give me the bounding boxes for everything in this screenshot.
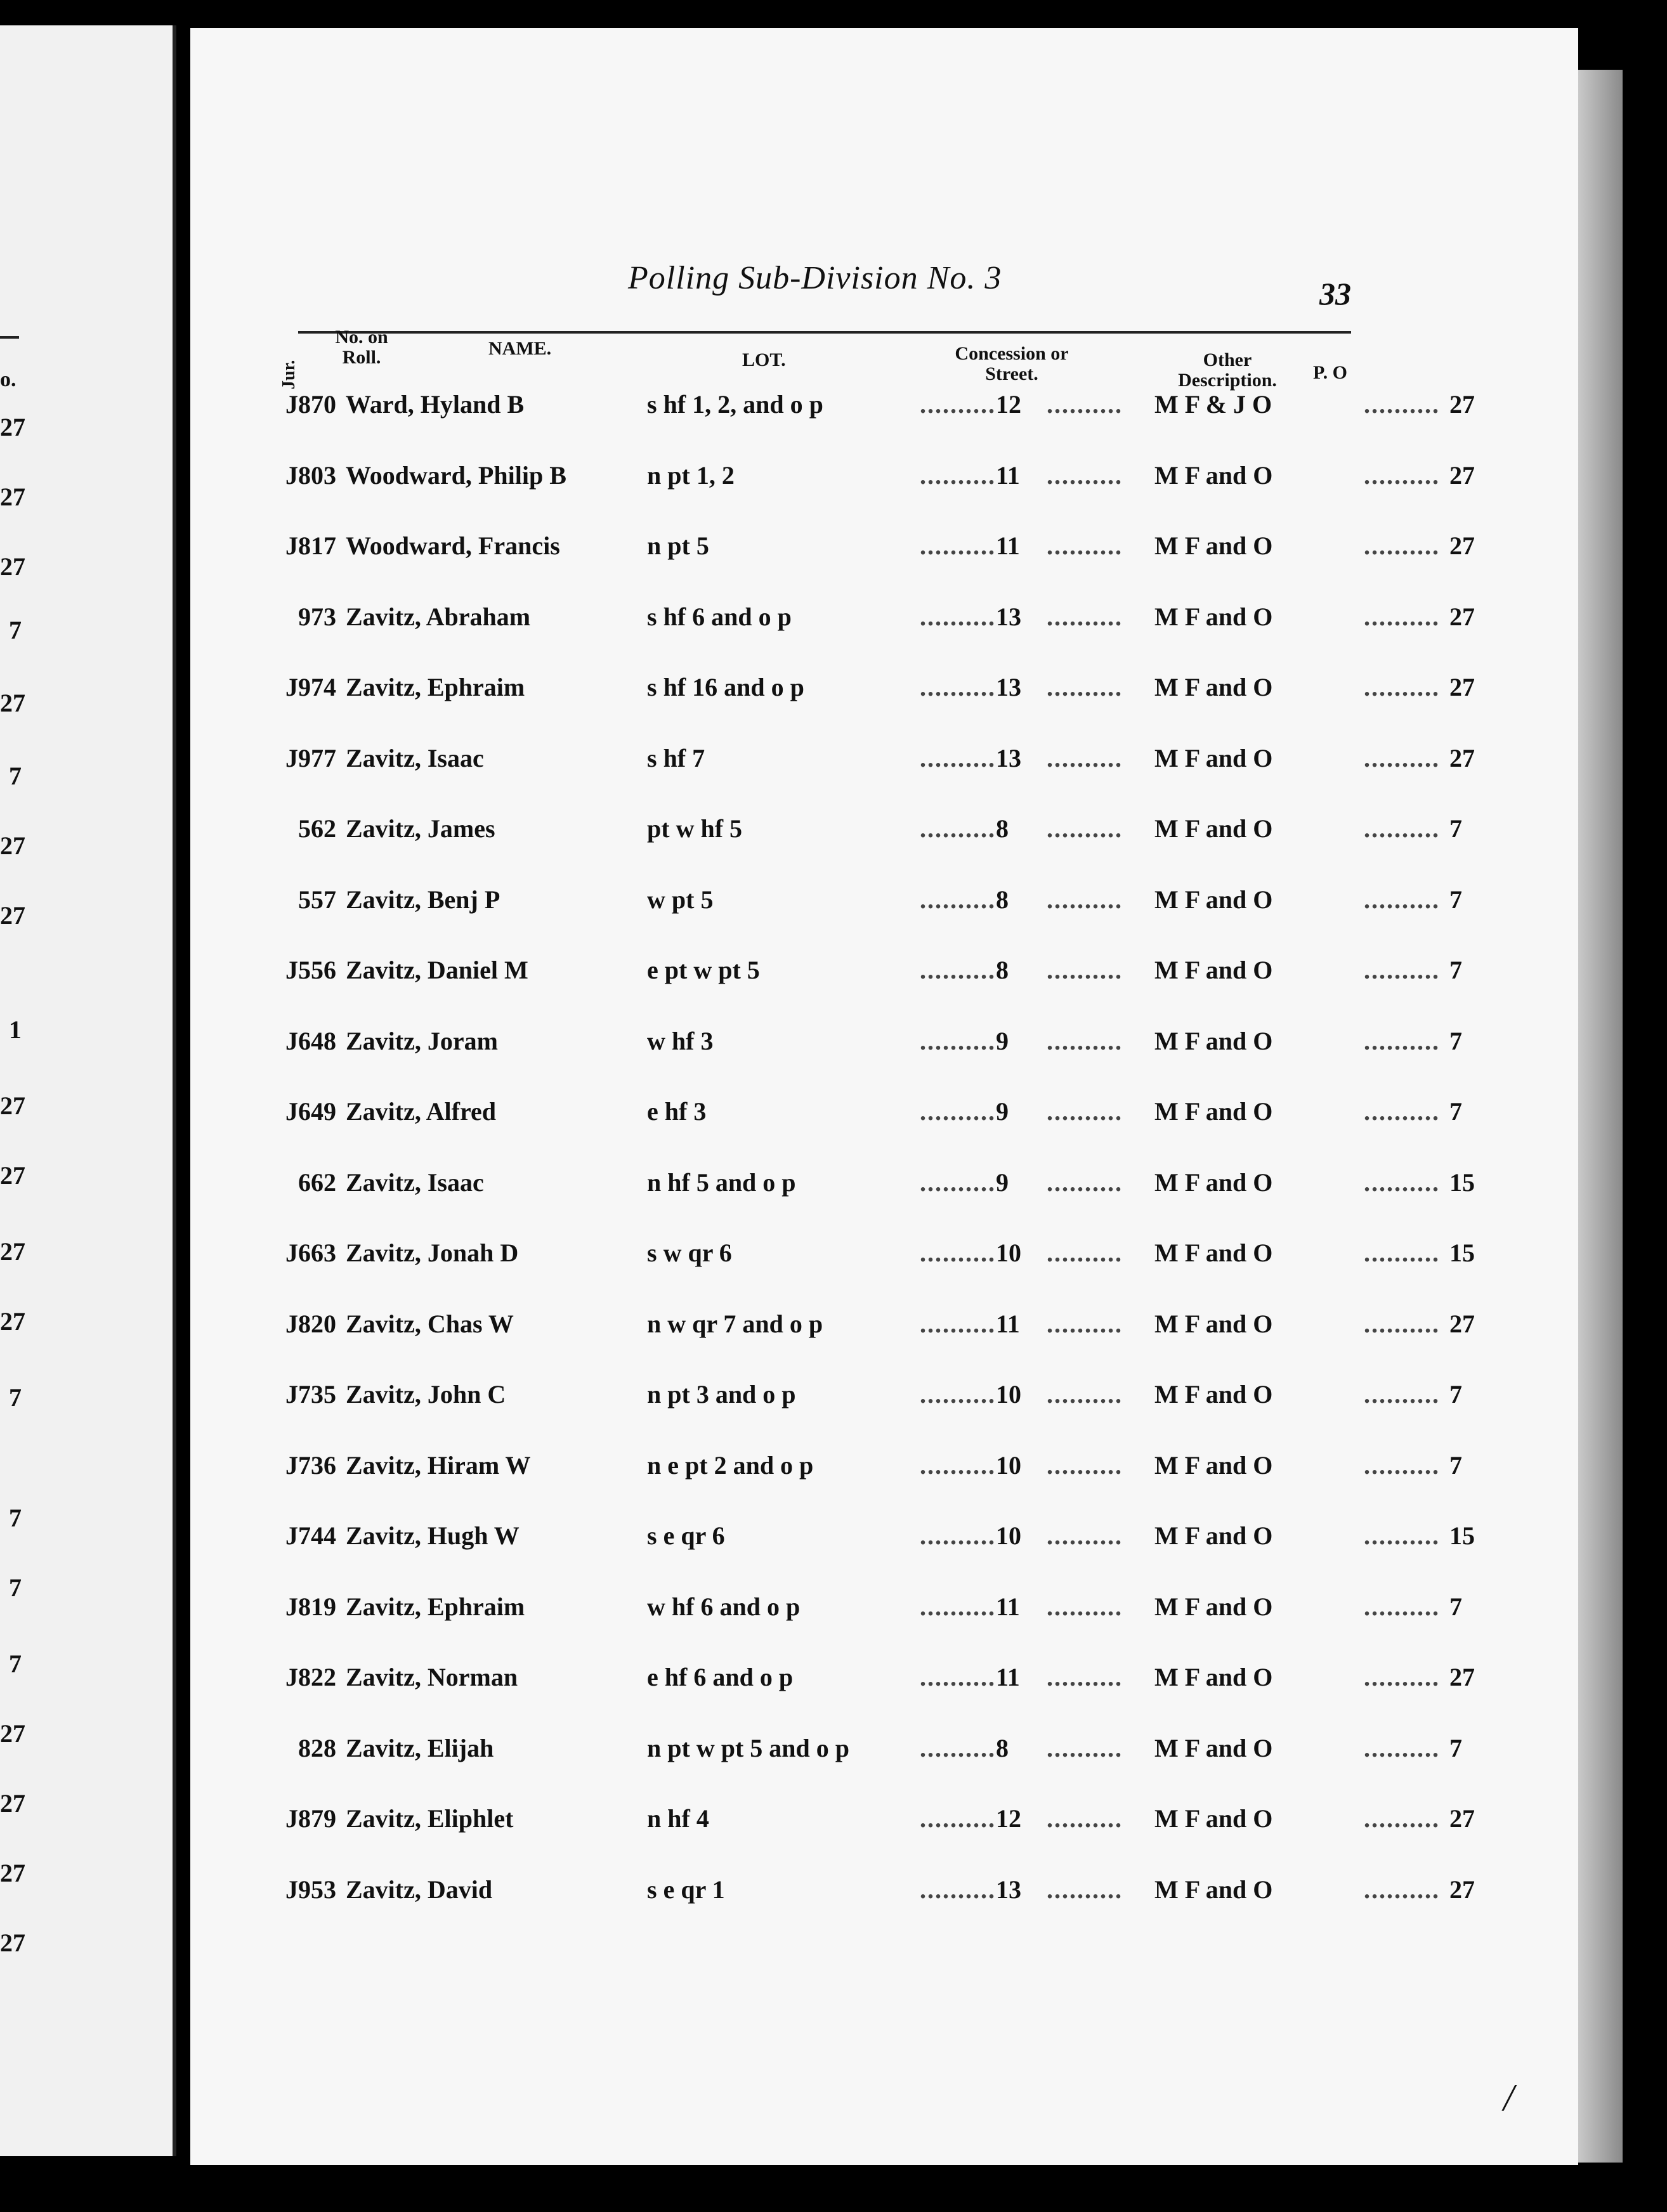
table-row: [190, 1379, 1578, 1417]
leader-dots: ..........: [920, 1663, 996, 1691]
leader-dots: ..........: [1364, 1734, 1440, 1762]
left-page-value: 7: [9, 616, 22, 644]
left-page-value: 7: [9, 1573, 22, 1602]
voter-name: Zavitz, David: [346, 1875, 493, 1904]
left-page-value: 1: [9, 1015, 22, 1044]
post-office: 27: [1449, 531, 1475, 560]
leader-dots: ..........: [1364, 461, 1440, 490]
lot: w pt 5: [647, 885, 714, 914]
voter-name: Zavitz, Elijah: [346, 1734, 494, 1762]
leader-dots: ..........: [920, 1875, 996, 1904]
leader-dots: ..........: [1047, 956, 1123, 984]
table-row: [190, 1026, 1578, 1064]
post-office: 7: [1449, 885, 1462, 914]
leader-dots: ..........: [1364, 814, 1440, 843]
concession: 8: [996, 1734, 1009, 1762]
roll-number: J648: [285, 1027, 336, 1055]
roll-number: 973: [298, 602, 336, 631]
leader-dots: ..........: [1047, 1663, 1123, 1691]
post-office: 27: [1449, 673, 1475, 701]
post-office: 7: [1449, 1451, 1462, 1480]
leader-dots: ..........: [1047, 1239, 1123, 1267]
other-description: M F and O: [1154, 1380, 1273, 1409]
table-row: [190, 602, 1578, 640]
lot: e hf 3: [647, 1097, 707, 1126]
voter-name: Zavitz, John C: [346, 1380, 506, 1409]
left-page-value: 27: [0, 552, 25, 581]
leader-dots: ..........: [1364, 531, 1440, 560]
voter-name: Zavitz, Jonah D: [346, 1239, 519, 1267]
voter-name: Zavitz, Isaac: [346, 744, 484, 772]
leader-dots: ..........: [920, 1592, 996, 1621]
voter-name: Zavitz, James: [346, 814, 495, 843]
leader-dots: ..........: [1047, 1027, 1123, 1055]
lot: n pt 1, 2: [647, 461, 735, 490]
roll-number: J649: [285, 1097, 336, 1126]
lot: n hf 5 and o p: [647, 1168, 796, 1197]
leader-dots: ..........: [1364, 1663, 1440, 1691]
leader-dots: ..........: [1047, 1097, 1123, 1126]
other-description: M F and O: [1154, 673, 1273, 701]
concession: 9: [996, 1168, 1009, 1197]
table-row: [190, 1096, 1578, 1135]
leader-dots: ..........: [1047, 1451, 1123, 1480]
roll-number: J556: [285, 956, 336, 984]
other-description: M F and O: [1154, 1804, 1273, 1833]
leader-dots: ..........: [1047, 531, 1123, 560]
leader-dots: ..........: [920, 956, 996, 984]
voter-list: [190, 28, 1578, 2165]
other-description: M F and O: [1154, 1592, 1273, 1621]
column-header-concession: Concession or Street.: [955, 343, 1069, 384]
left-page-value: 7: [9, 1504, 22, 1532]
leader-dots: ..........: [920, 744, 996, 772]
post-office: 27: [1449, 1875, 1475, 1904]
other-description: M F and O: [1154, 744, 1273, 772]
table-row: [190, 955, 1578, 993]
roll-number: J817: [285, 531, 336, 560]
margin-mark: /: [1503, 2077, 1514, 2119]
leader-dots: ..........: [1364, 1239, 1440, 1267]
left-page-value: 27: [0, 689, 25, 717]
column-header-lot: LOT.: [742, 349, 786, 370]
leader-dots: ..........: [920, 1027, 996, 1055]
roll-number: 662: [298, 1168, 336, 1197]
voter-name: Zavitz, Ephraim: [346, 1592, 525, 1621]
column-header-name: NAME.: [488, 338, 552, 359]
leader-dots: ..........: [1047, 1168, 1123, 1197]
concession: 9: [996, 1097, 1009, 1126]
post-office: 27: [1449, 390, 1475, 419]
column-header-jur: Jur.: [279, 360, 299, 389]
left-page-heading: o.: [0, 368, 16, 391]
leader-dots: ..........: [1364, 956, 1440, 984]
leader-dots: ..........: [1364, 1521, 1440, 1550]
left-page-value: 7: [9, 1649, 22, 1678]
leader-dots: ..........: [920, 1097, 996, 1126]
concession: 13: [996, 602, 1021, 631]
table-row: [190, 885, 1578, 923]
left-page-value: 7: [9, 1383, 22, 1412]
other-description: M F and O: [1154, 814, 1273, 843]
leader-dots: ..........: [1364, 1027, 1440, 1055]
concession: 11: [996, 1663, 1020, 1691]
other-description: M F and O: [1154, 1451, 1273, 1480]
lot: s hf 1, 2, and o p: [647, 390, 823, 419]
left-page-value: 7: [9, 762, 22, 790]
other-description: M F and O: [1154, 1521, 1273, 1550]
lot: n hf 4: [647, 1804, 709, 1833]
left-page-value: 27: [0, 831, 25, 860]
voter-name: Zavitz, Isaac: [346, 1168, 484, 1197]
leader-dots: ..........: [1364, 390, 1440, 419]
leader-dots: ..........: [920, 1310, 996, 1338]
table-row: [190, 1238, 1578, 1276]
left-page-value: 27: [0, 1307, 25, 1336]
leader-dots: ..........: [1364, 673, 1440, 701]
column-header-roll: No. on Roll.: [335, 327, 388, 368]
lot: n pt w pt 5 and o p: [647, 1734, 850, 1762]
leader-dots: ..........: [1364, 1592, 1440, 1621]
leader-dots: ..........: [1047, 1592, 1123, 1621]
voter-name: Zavitz, Hugh W: [346, 1521, 520, 1550]
lot: w hf 3: [647, 1027, 714, 1055]
table-row: [190, 1662, 1578, 1700]
voter-name: Woodward, Francis: [346, 531, 560, 560]
table-row: [190, 1309, 1578, 1347]
voter-name: Ward, Hyland B: [346, 390, 525, 419]
left-page-value: 27: [0, 1091, 25, 1120]
leader-dots: ..........: [1047, 1734, 1123, 1762]
roll-number: J953: [285, 1875, 336, 1904]
leader-dots: ..........: [920, 531, 996, 560]
leader-dots: ..........: [920, 1168, 996, 1197]
lot: pt w hf 5: [647, 814, 743, 843]
post-office: 27: [1449, 1663, 1475, 1691]
leader-dots: ..........: [1364, 1310, 1440, 1338]
table-row: [190, 1804, 1578, 1842]
concession: 13: [996, 1875, 1021, 1904]
lot: w hf 6 and o p: [647, 1592, 801, 1621]
left-page-value: 27: [0, 413, 25, 441]
concession: 10: [996, 1380, 1021, 1409]
left-page-value: 27: [0, 1161, 25, 1190]
other-description: M F and O: [1154, 885, 1273, 914]
concession: 11: [996, 531, 1020, 560]
leader-dots: ..........: [920, 1380, 996, 1409]
other-description: M F & J O: [1154, 390, 1272, 419]
leader-dots: ..........: [1047, 602, 1123, 631]
leader-dots: ..........: [920, 390, 996, 419]
lot: n pt 5: [647, 531, 709, 560]
lot: e hf 6 and o p: [647, 1663, 794, 1691]
concession: 10: [996, 1239, 1021, 1267]
leader-dots: ..........: [920, 814, 996, 843]
post-office: 15: [1449, 1239, 1475, 1267]
roll-number: J736: [285, 1451, 336, 1480]
leader-dots: ..........: [1047, 814, 1123, 843]
concession: 12: [996, 1804, 1021, 1833]
voter-name: Zavitz, Abraham: [346, 602, 531, 631]
page-title: Polling Sub-Division No. 3: [628, 260, 1002, 296]
leader-dots: ..........: [1047, 1521, 1123, 1550]
post-office: 27: [1449, 461, 1475, 490]
left-page-value: 27: [0, 901, 25, 930]
voter-name: Zavitz, Hiram W: [346, 1451, 531, 1480]
table-row: [190, 1168, 1578, 1206]
left-page-value: 27: [0, 1859, 25, 1887]
leader-dots: ..........: [1364, 744, 1440, 772]
post-office: 15: [1449, 1168, 1475, 1197]
left-page-rule: [0, 336, 19, 339]
concession: 11: [996, 461, 1020, 490]
post-office: 27: [1449, 1310, 1475, 1338]
leader-dots: ..........: [920, 1734, 996, 1762]
concession: 10: [996, 1451, 1021, 1480]
other-description: M F and O: [1154, 602, 1273, 631]
table-row: [190, 389, 1578, 427]
left-page-value: 27: [0, 483, 25, 511]
table-row: [190, 1733, 1578, 1771]
leader-dots: ..........: [920, 461, 996, 490]
leader-dots: ..........: [1047, 461, 1123, 490]
concession: 13: [996, 673, 1021, 701]
leader-dots: ..........: [1047, 885, 1123, 914]
left-page-value: 27: [0, 1719, 25, 1748]
roll-number: J744: [285, 1521, 336, 1550]
voter-name: Woodward, Philip B: [346, 461, 566, 490]
concession: 8: [996, 956, 1009, 984]
leader-dots: ..........: [1364, 885, 1440, 914]
leader-dots: ..........: [1047, 390, 1123, 419]
leader-dots: ..........: [1364, 1168, 1440, 1197]
roll-number: J819: [285, 1592, 336, 1621]
table-row: [190, 1875, 1578, 1913]
concession: 10: [996, 1521, 1021, 1550]
post-office: 7: [1449, 1380, 1462, 1409]
other-description: M F and O: [1154, 1663, 1273, 1691]
table-row: [190, 1521, 1578, 1559]
document-page: [190, 28, 1578, 2165]
left-page-value: 27: [0, 1237, 25, 1266]
post-office: 7: [1449, 814, 1462, 843]
lot: n w qr 7 and o p: [647, 1310, 823, 1338]
leader-dots: ..........: [920, 885, 996, 914]
table-row: [190, 531, 1578, 569]
column-header-description: Other Description.: [1178, 349, 1277, 391]
post-office: 7: [1449, 1097, 1462, 1126]
other-description: M F and O: [1154, 1310, 1273, 1338]
lot: s e qr 1: [647, 1875, 725, 1904]
roll-number: 562: [298, 814, 336, 843]
table-row: [190, 460, 1578, 498]
lot: s e qr 6: [647, 1521, 725, 1550]
leader-dots: ..........: [1364, 1875, 1440, 1904]
lot: s hf 7: [647, 744, 705, 772]
voter-name: Zavitz, Alfred: [346, 1097, 497, 1126]
voter-name: Zavitz, Chas W: [346, 1310, 514, 1338]
table-row: [190, 1592, 1578, 1630]
table-row: [190, 743, 1578, 781]
concession: 11: [996, 1310, 1020, 1338]
leader-dots: ..........: [1364, 1380, 1440, 1409]
concession: 8: [996, 814, 1009, 843]
leader-dots: ..........: [1047, 1875, 1123, 1904]
roll-number: J879: [285, 1804, 336, 1833]
other-description: M F and O: [1154, 1734, 1273, 1762]
concession: 13: [996, 744, 1021, 772]
post-office: 15: [1449, 1521, 1475, 1550]
roll-number: J974: [285, 673, 336, 701]
roll-number: J822: [285, 1663, 336, 1691]
roll-number: J663: [285, 1239, 336, 1267]
other-description: M F and O: [1154, 531, 1273, 560]
left-page-value: 27: [0, 1789, 25, 1818]
leader-dots: ..........: [920, 1239, 996, 1267]
roll-number: J735: [285, 1380, 336, 1409]
leader-dots: ..........: [1364, 1097, 1440, 1126]
leader-dots: ..........: [1364, 602, 1440, 631]
other-description: M F and O: [1154, 1239, 1273, 1267]
post-office: 7: [1449, 1592, 1462, 1621]
concession: 9: [996, 1027, 1009, 1055]
leader-dots: ..........: [1364, 1804, 1440, 1833]
roll-number: J870: [285, 390, 336, 419]
page-number: 33: [1319, 276, 1351, 311]
voter-name: Zavitz, Ephraim: [346, 673, 525, 701]
post-office: 7: [1449, 956, 1462, 984]
leader-dots: ..........: [1047, 1380, 1123, 1409]
roll-number: J977: [285, 744, 336, 772]
lot: s hf 6 and o p: [647, 602, 792, 631]
left-page-edge: [0, 25, 176, 2156]
lot: n pt 3 and o p: [647, 1380, 796, 1409]
leader-dots: ..........: [920, 1451, 996, 1480]
voter-name: Zavitz, Joram: [346, 1027, 498, 1055]
leader-dots: ..........: [920, 602, 996, 631]
voter-name: Zavitz, Norman: [346, 1663, 518, 1691]
roll-number: 557: [298, 885, 336, 914]
leader-dots: ..........: [1047, 1804, 1123, 1833]
leader-dots: ..........: [1047, 744, 1123, 772]
leader-dots: ..........: [920, 1804, 996, 1833]
column-header-po: P. O: [1313, 362, 1347, 383]
lot: e pt w pt 5: [647, 956, 760, 984]
lot: s w qr 6: [647, 1239, 732, 1267]
other-description: M F and O: [1154, 461, 1273, 490]
table-row: [190, 672, 1578, 710]
roll-number: J803: [285, 461, 336, 490]
post-office: 7: [1449, 1734, 1462, 1762]
concession: 12: [996, 390, 1021, 419]
post-office: 27: [1449, 1804, 1475, 1833]
page-edge: [1578, 70, 1623, 2163]
left-page-value: 27: [0, 1929, 25, 1957]
voter-name: Zavitz, Daniel M: [346, 956, 528, 984]
leader-dots: ..........: [920, 673, 996, 701]
concession: 8: [996, 885, 1009, 914]
leader-dots: ..........: [1047, 673, 1123, 701]
leader-dots: ..........: [920, 1521, 996, 1550]
table-row: [190, 1450, 1578, 1488]
voter-name: Zavitz, Eliphlet: [346, 1804, 514, 1833]
leader-dots: ..........: [1047, 1310, 1123, 1338]
concession: 11: [996, 1592, 1020, 1621]
post-office: 7: [1449, 1027, 1462, 1055]
other-description: M F and O: [1154, 956, 1273, 984]
voter-name: Zavitz, Benj P: [346, 885, 500, 914]
other-description: M F and O: [1154, 1875, 1273, 1904]
post-office: 27: [1449, 744, 1475, 772]
roll-number: 828: [298, 1734, 336, 1762]
other-description: M F and O: [1154, 1027, 1273, 1055]
leader-dots: ..........: [1364, 1451, 1440, 1480]
lot: s hf 16 and o p: [647, 673, 804, 701]
lot: n e pt 2 and o p: [647, 1451, 814, 1480]
post-office: 27: [1449, 602, 1475, 631]
table-row: [190, 814, 1578, 852]
other-description: M F and O: [1154, 1168, 1273, 1197]
other-description: M F and O: [1154, 1097, 1273, 1126]
roll-number: J820: [285, 1310, 336, 1338]
